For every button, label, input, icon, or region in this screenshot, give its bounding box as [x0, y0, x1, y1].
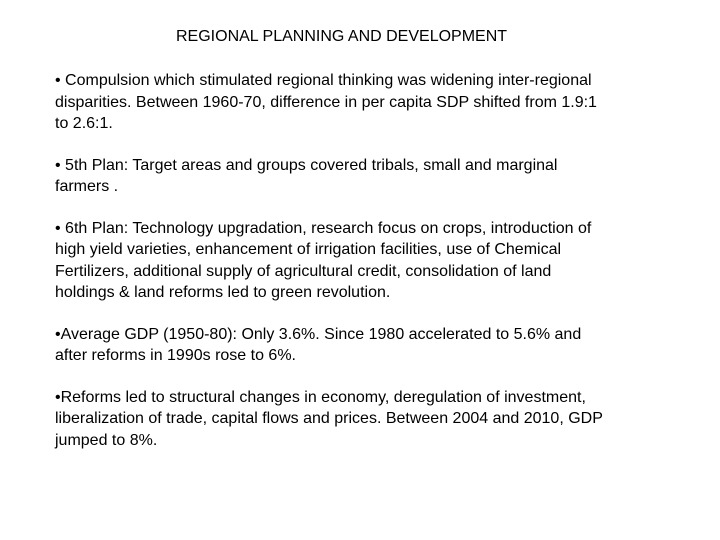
bullet-line: high yield varieties, enhancement of irrigation facilities, use of Chemical [55, 241, 562, 258]
bullet-line: after reforms in 1990s rose to 6%. [55, 347, 296, 364]
bullet-line: Fertilizers, additional supply of agricultural credit, consolidation of land [55, 262, 552, 280]
bullet-sixth-plan [55, 218, 685, 304]
bullet-line: to 2.6:1. [55, 115, 113, 132]
bullet-line: jumped to 8%. [55, 431, 158, 449]
bullet-line: •Reforms led to structural changes in economy, deregulation of investment, [55, 388, 586, 406]
bullet-line: farmers . [55, 178, 119, 195]
bullet-regional-disparities [55, 70, 685, 135]
bullet-line: disparities. Between 1960-70, difference in per capita SDP shifted from 1.9:1 [55, 93, 597, 111]
bullet-line: liberalization of trade, capital flows and prices. Between 2004 and 2010, GDP [55, 410, 603, 427]
bullet-average-gdp [55, 324, 685, 367]
bullet-line: •Average GDP (1950-80): Only 3.6%. Since 1980 accelerated to 5.6% and [55, 325, 582, 343]
bullet-reforms [55, 387, 685, 452]
bullet-list [55, 70, 685, 471]
slide-title: REGIONAL PLANNING AND DEVELOPMENT [176, 28, 508, 45]
bullet-line: • Compulsion which stimulated regional thinking was widening inter-regional [55, 72, 592, 89]
bullet-fifth-plan [55, 155, 685, 198]
bullet-line: • 5th Plan: Target areas and groups covered tribals, small and marginal [55, 156, 558, 174]
bullet-line: holdings & land reforms led to green revolution. [55, 284, 391, 301]
bullet-line: • 6th Plan: Technology upgradation, research focus on crops, introduction of [55, 219, 592, 237]
